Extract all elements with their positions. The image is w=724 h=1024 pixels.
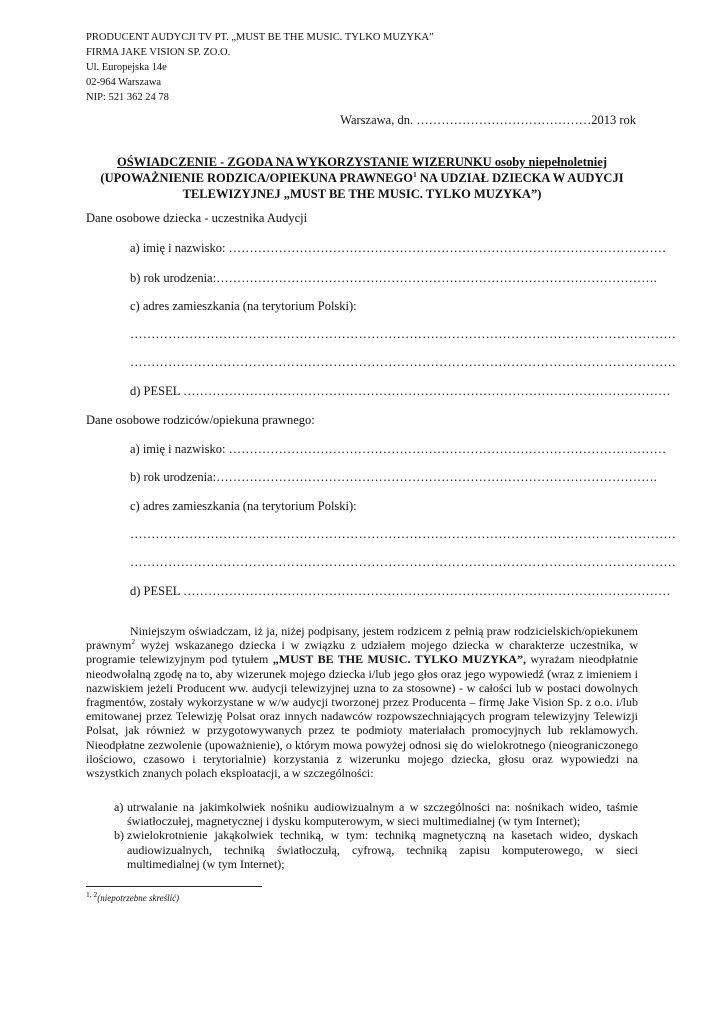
child-name-field[interactable]: a) imię i nazwisko: …………………………………………………………………………………………… — [130, 241, 667, 255]
title-line-2 — [86, 170, 638, 186]
list-item-text: utrwalanie na jakimkolwiek nośniku audiowizualnym a w szczególności na: nośnikach wideo, taśmie światłoczułej, magnetycznej i dysku komputerowym, w sieci multimedialnej (w tym Internet); — [127, 800, 638, 829]
program-title: „MUST BE THE MUSIC. TYLKO MUZYKA”, — [272, 652, 526, 667]
document-title — [86, 154, 638, 202]
list-item-label: b) — [114, 828, 124, 843]
parent-birth-year-field[interactable]: b) rok urodzenia:……………………………………………………………………………………………. — [130, 470, 657, 484]
child-section-heading: Dane osobowe dziecka - uczestnika Audycji — [86, 211, 308, 225]
declaration-part-3: wyrażam nieodpłatnie nieodwołalną zgodę na to, aby wizerunek mojego dziecka i/lub jego głos oraz jego wypowiedź (wraz z imieniem i nazwiskiem jeżeli Producent ww. audycji telewizyjnej uzna to za stosowne) - w całości lub w postaci dowolnych fragmentów, zostały wykorzystane w w/w audycji tworzonej przez Producenta – firmę Jake Vision Sp. z o.o. i/lub emitowanej przez Telewizję Polsat oraz innych nadawców rozpowszechniających program telewizyjny Telewizji Polsat, jak również w przygotowywanych przez te podmioty materiałach promocyjnych lub reklamowych. Nieodpłatne zezwolenie (upoważnienie), o którym mowa powyżej odnosi się do wielokrotnego (nieograniczonego ilościowo, czasowo i terytorialnie) korzystania z wizerunku mojego dziecka, głosu oraz wypowiedzi na wszystkich znanych polach eksploatacji, a w szczególności: — [86, 652, 639, 781]
title-line-2-b: NA UDZIAŁ DZIECKA W AUDYCJI — [416, 171, 624, 185]
declaration-paragraph — [86, 624, 638, 780]
tax-id: NIP: 521 362 24 78 — [86, 92, 169, 103]
child-address-line-2[interactable]: ………………………………………………………………………………………………………………… — [130, 355, 677, 369]
list-item — [86, 828, 638, 871]
footnote-marks: 1, 2 — [86, 890, 98, 899]
parent-name-field[interactable]: a) imię i nazwisko: …………………………………………………………………………………………… — [130, 442, 667, 456]
title-line-3: TELEWIZYJNEJ „MUST BE THE MUSIC. TYLKO MUZYKA”) — [182, 187, 542, 201]
list-item-label: a) — [114, 800, 124, 814]
parent-pesel-field[interactable]: d) PESEL ……………………………………………………………………………………………………… — [130, 584, 671, 598]
producer-name: PRODUCENT AUDYCJI TV PT. „MUST BE THE MUSIC. TYLKO MUZYKA” — [86, 32, 434, 43]
declaration-part-1: Niniejszym oświadczam, iż ja, niżej podpisany, jestem rodzicem z pełnią praw rodzicielskich/opiekunem prawnym — [86, 624, 638, 653]
child-address-line-1[interactable]: ………………………………………………………………………………………………………………… — [130, 327, 677, 341]
parent-address-line-2[interactable]: ………………………………………………………………………………………………………………… — [130, 555, 677, 569]
parent-address-label: c) adres zamieszkania (na terytorium Polski): — [130, 499, 357, 513]
street-address: Ul. Europejska 14e — [86, 62, 167, 73]
footnote-ref-1: 1 — [412, 169, 417, 179]
footnote-text: (niepotrzebne skreślić) — [97, 893, 180, 903]
postal-city: 02-964 Warszawa — [86, 77, 162, 88]
declaration-part-2: wyżej wskazanego dziecka i w związku z udziałem mojego dziecka w charakterze uczestnika, w programie telewizyjnym pod tytułem — [86, 638, 638, 667]
child-pesel-field[interactable]: d) PESEL ……………………………………………………………………………………………………… — [130, 384, 671, 398]
parent-section-heading: Dane osobowe rodziców/opiekuna prawnego: — [86, 413, 315, 427]
parent-address-line-1[interactable]: ………………………………………………………………………………………………………………… — [130, 527, 677, 541]
exploitation-fields-list — [86, 800, 638, 871]
footnote — [86, 890, 180, 903]
footnote-divider — [86, 886, 262, 887]
list-item — [86, 800, 638, 828]
title-line-2-a: (UPOWAŻNIENIE RODZICA/OPIEKUNA PRAWNEGO — [100, 171, 413, 185]
list-item-text: zwielokrotnienie jakąkolwiek techniką, w tym: techniką magnetyczną na kasetach wideo, dyskach audiowizualnych, techniką światłoczułą, cyfrową, techniką zapisu komputerowego, w sieci multimedialnej (w tym Internet); — [127, 828, 638, 871]
child-address-label: c) adres zamieszkania (na terytorium Polski): — [130, 299, 357, 313]
child-birth-year-field[interactable]: b) rok urodzenia:……………………………………………………………………………………………. — [130, 271, 657, 285]
date-line: Warszawa, dn. ……………………………………2013 rok — [340, 113, 636, 127]
company-name: FIRMA JAKE VISION SP. ZO.O. — [86, 47, 231, 58]
footnote-ref-2: 2 — [131, 637, 136, 647]
title-line-1: OŚWIADCZENIE - ZGODA NA WYKORZYSTANIE WIZERUNKU osoby niepełnoletniej — [116, 155, 607, 169]
producer-header — [86, 30, 434, 105]
